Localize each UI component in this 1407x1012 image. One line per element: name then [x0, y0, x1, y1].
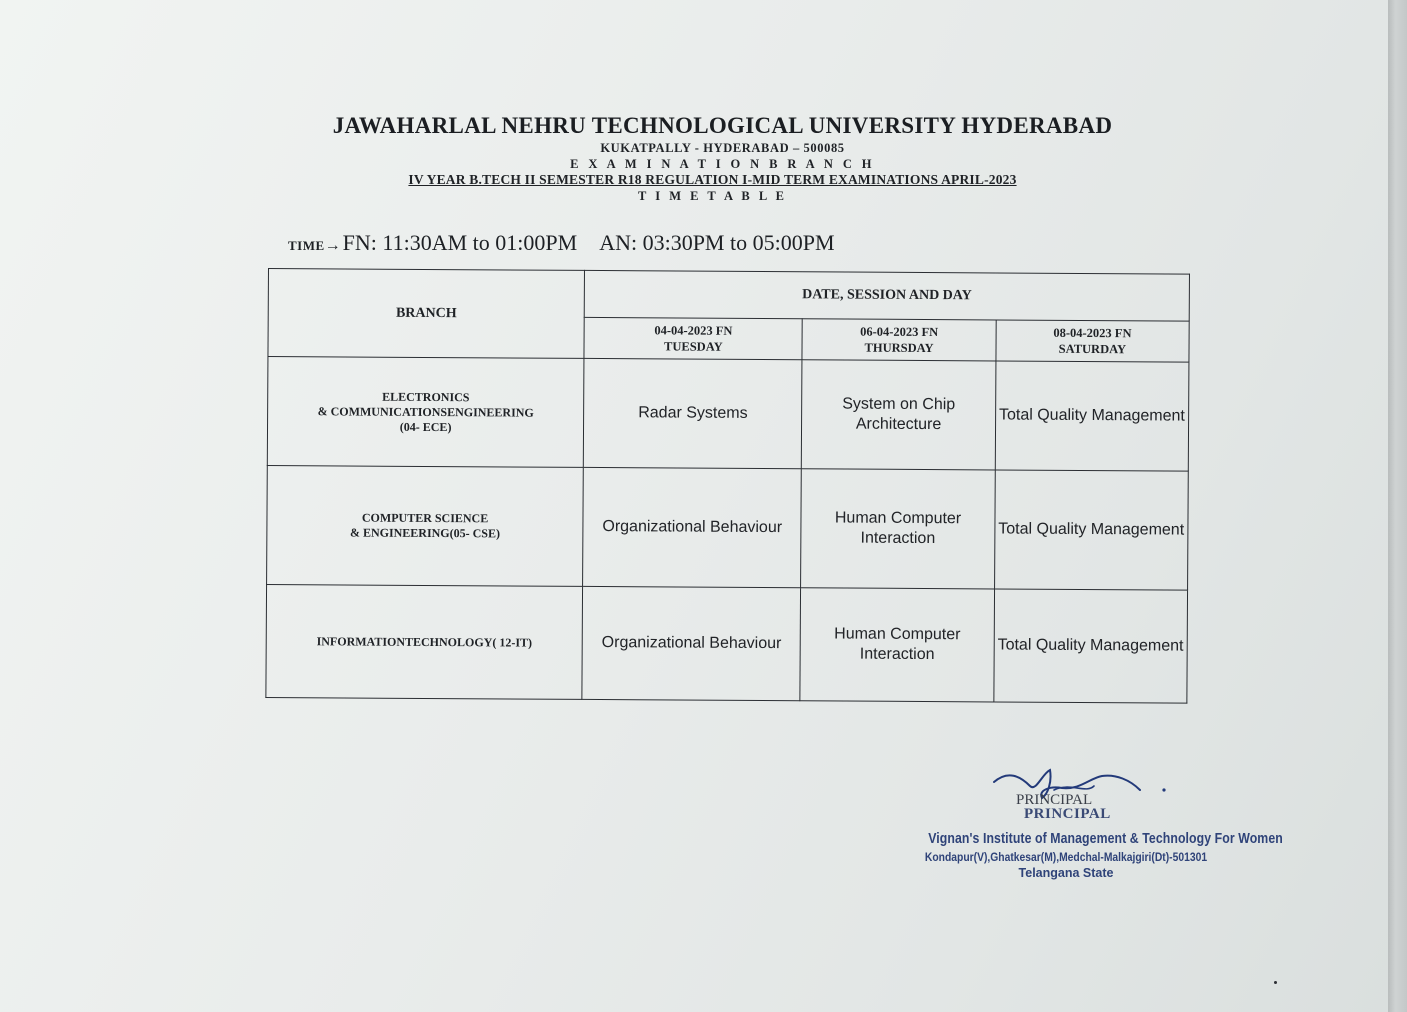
day-header-1: [584, 317, 802, 359]
day-name: SATURDAY: [1058, 341, 1127, 357]
branch-line: COMPUTER SCIENCE: [361, 510, 489, 526]
header-row: [268, 269, 1189, 322]
branch-line: (04- ECE): [399, 419, 452, 434]
subject-cell: Organizational Behaviour: [582, 586, 801, 700]
institute-location: Kondapur(V),Ghatkesar(M),Medchal-Malkajgiri(Dt)-501301: [924, 850, 1208, 864]
exam-title: IV YEAR B.TECH II SEMESTER R18 REGULATION I-MID TERM EXAMINATIONS APRIL-2023: [408, 172, 1017, 187]
fn-session-time: FN: 11:30AM to 01:00PM: [342, 230, 578, 255]
institute-state: Telangana State: [1018, 866, 1114, 880]
subject-cell: System on Chip Architecture: [802, 360, 996, 470]
date-session-day-header: DATE, SESSION AND DAY: [584, 270, 1189, 321]
university-address: KUKATPALLY - HYDERABAD – 500085: [600, 141, 845, 155]
time-label: TIME: [288, 238, 325, 253]
institute-stamp: [898, 830, 1283, 880]
arrow-right-icon: →: [324, 237, 341, 254]
branch-cell: [266, 584, 583, 699]
branch-cell: [267, 465, 584, 586]
timetable-heading: T I M E T A B L E: [638, 189, 787, 203]
subject-cell: Total Quality Management: [994, 470, 1188, 590]
principal-stamp-label: PRINCIPAL: [1024, 806, 1111, 822]
day-header-3: [996, 320, 1190, 362]
subject-cell: Human Computer Interaction: [801, 469, 995, 589]
institute-name: Vignan's Institute of Management & Technology For Women: [928, 830, 1283, 847]
subject-cell: Radar Systems: [584, 358, 803, 468]
subject-cell: Total Quality Management: [994, 589, 1188, 703]
table-row-ece: [267, 357, 1189, 472]
document-header: [290, 112, 1155, 204]
table-row-cse: [267, 465, 1189, 590]
branch-line: ELECTRONICS: [382, 389, 470, 404]
branch-cell: [267, 357, 584, 468]
day-date: 08-04-2023 FN: [1053, 325, 1132, 341]
branch-line: & COMMUNICATIONSENGINEERING: [317, 403, 534, 420]
paper-edge: [1388, 0, 1407, 1012]
an-session-time: AN: 03:30PM to 05:00PM: [599, 230, 835, 255]
branch-line: & ENGINEERING(05- CSE): [349, 525, 501, 541]
speck-mark: [1274, 981, 1277, 984]
table-row-it: [266, 584, 1188, 703]
branch-header: BRANCH: [268, 269, 585, 359]
principal-signature-label: [1016, 793, 1111, 821]
exam-timing: [288, 230, 835, 256]
day-date: 06-04-2023 FN: [860, 324, 939, 340]
day-header-2: [802, 319, 995, 361]
subject-cell: Organizational Behaviour: [583, 467, 802, 587]
branch-line: INFORMATIONTECHNOLOGY( 12-IT): [316, 633, 533, 650]
subject-cell: Total Quality Management: [995, 361, 1189, 471]
university-name: JAWAHARLAL NEHRU TECHNOLOGICAL UNIVERSITY HYDERABAD: [332, 113, 1113, 138]
examination-branch: E X A M I N A T I O N B R A N C H: [570, 157, 875, 171]
timetable: [265, 268, 1190, 704]
day-date: 04-04-2023 FN: [654, 323, 733, 338]
principal-label: PRINCIPAL: [1016, 792, 1093, 808]
subject-cell: Human Computer Interaction: [800, 588, 994, 702]
day-name: TUESDAY: [664, 339, 723, 354]
day-name: THURSDAY: [864, 340, 934, 356]
